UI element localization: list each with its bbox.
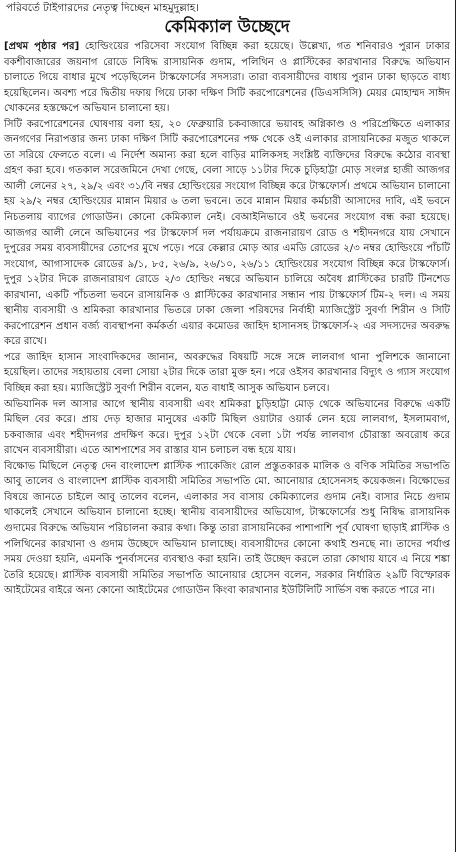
- continued-line: পরিবর্তে টাইগারদের নেতৃত্ব দিচ্ছেন মাহমুদুল্লাহ।: [6, 2, 199, 14]
- article-headline: কেমিক্যাল উচ্ছেদে: [164, 17, 290, 37]
- article-paragraph-3: পরে জাহিদ হাসান সাংবাদিকদের জানান, অবরুদ্ধের বিষয়টি সঙ্গে সঙ্গে লালবাগ থানা পুলিশকে জানানো হয়েছিল। তাদের সহায়তায় বেলা সোয়া ২টার দিকে তারা মুক্ত হন। পরে ওইসব কারখানার বিদ্যুৎ ও গ্যাস সংযোগ বিচ্ছিন্ন করা হয়। ম্যাজিস্ট্রেট সুবর্ণা শিরীন বলেন, যত বাধাই আসুক অভিযান চলবে।: [4, 351, 450, 395]
- column-rule: [455, 0, 456, 852]
- article-paragraph-2: সিটি করপোরেশনের ঘোষণায় বলা হয়, ২০ ফেব্রুয়ারি চকবাজারে ভয়াবহ অগ্নিকাণ্ড ও পরিপ্রেক্ষিতে এলাকার জনগণের নিরাপত্তার জন্য ঢাকা দক্ষিণ সিটি করপোরেশনের পক্ষ থেকে ওই এলাকার রাসায়নিকের মজুত থাকলে তা সরিয়ে ফেলতে বলে। এ নির্দেশ অমান্য করা হলে বাড়ির মালিকসহ সংশ্লিষ্ট ব্যক্তিদের বিরুদ্ধে কঠোর ব্যবস্থা গ্রহণ করা হবে। গতকাল সরেজমিনে দেখা গেছে, বেলা সাড়ে ১১টার দিকে চুড়িহাট্টা মোড় সংলগ্ন হাজী আজগর আলী লেনের ২৭, ২৯/২ এবং ৩১/বি নম্বর হোল্ডিংয়ের সংযোগ বিচ্ছিন্ন করে টাস্কফোর্স। প্রথমে অভিযান চালানো হয় ২৯/২ নম্বর হোল্ডিংয়ের মান্নান মিয়ার ৬ তলা ভবনে। তবে মান্নান মিয়ার কর্মচারী আসাদের দাবি, এই ভবনে নিচতলায় ব্যাগের গোডাউন। কোনো কেমিক্যাল নেই। বেআইনিভাবে ওই ভবনের সংযোগ বন্ধ করা হয়েছে। আজগর আলী লেনে অভিযানের পর টাস্কফোর্স দল পর্যায়ক্রমে রাজনারায়ণ রোড ও শহীদনগরে যায় সেখানে দুপুরের সময় ব্যবসায়ীদের তোপের মুখে পড়ে। পরে কেল্লার মোড় আর এমডি রোডের ২/৩ নম্বর হোল্ডিংয়ে পাঁচটি সংযোগ, আগাসাদেক রোডের ৯/১, ৮৫, ২৬/৯, ২৬/১০, ২৬/১১ হোল্ডিংয়ের সংযোগ বিচ্ছিন্ন করে টাস্কফোর্স। দুপুর ১২টার দিকে রাজনারায়ণ রোডে ২/৩ হোল্ডিং নম্বরে অভিযান চালিয়ে অবৈধ প্লাস্টিকের চারটি টিনশেড কারখানা, একটি পাঁচতলা ভবনে রাসায়নিক ও প্লাস্টিকের কারখানার সন্ধান পায় টাস্কফোর্স টিম-২ দল। এ সময় স্থানীয় ব্যবসায়ী ও শ্রমিকরা কারখানার ভিতরে ঢাকা জেলা পরিষদের নির্বাহী ম্যাজিস্ট্রেট সুবর্ণা শিরীন ও সিটি করপোরেশন প্রধান বর্জ্য ব্যবস্থাপনা কর্মকর্তা এয়ার কমোডর জাহিদ হাসানসহ টাস্কফোর্স-২ এর সদস্যদের অবরুদ্ধ করে রাখে।: [4, 118, 450, 348]
- article-paragraph-4: অভিযানিক দল আসার আগে স্থানীয় ব্যবসায়ী এবং শ্রমিকরা চুড়িহাট্টা মোড় থেকে অভিযানের বিরুদ্ধে একটি মিছিল বের করে। প্রায় দেড় হাজার মানুষের একটি মিছিল ওয়াটার ওয়ার্ক লেন হয়ে লালবাগ, ইসলামবাগ, চকবাজার এবং শহীদনগর প্রদক্ষিণ করে। দুপুর ১২টা থেকে বেলা ১টা পর্যন্ত লালবাগ চৌরাস্তা অবরোধ করে রাখেন ব্যবসায়ীরা। এতে আশপাশের সব রাস্তার যান চলাচল বন্ধ হয়ে যায়।: [4, 398, 450, 457]
- paragraph-text: হোল্ডিংয়ের পরিসেবা সংযোগ বিচ্ছিন্ন করা হয়েছে। উল্লেখ্য, গত শনিবারও পুরান ঢাকার বকশীবাজারের জয়নাগ রোডে নিষিদ্ধ রাসায়নিক গুদাম, পলিথিন ও প্লাস্টিকের কারখানার বিরুদ্ধে অভিযান চালাতে গিয়ে বাধার মুখে পড়েছিলেন টাস্কফোর্সের সদস্যরা। তারা ব্যবসায়ীদের বাধায় পুরান ঢাকা ছাড়তে বাধ্য হয়েছিলেন। অবশ্য পরে দ্বিতীয় দফায় গিয়ে ঢাকা দক্ষিণ সিটি করপোরেশনের (ডিএসসিসি) মেয়র মোহাম্মদ সাঈদ খোকনের হস্তক্ষেপে অভিযান চালানো হয়।: [4, 41, 450, 115]
- continuation-marker: [প্রথম পৃষ্ঠার পর]: [4, 41, 80, 52]
- article-paragraph-5: বিক্ষোভ মিছিলে নেতৃত্ব দেন বাংলাদেশ প্লাস্টিক প্যাকেজিং রোল প্রস্তুতকারক মালিক ও বণিক সমিতির সভাপতি আবু তালেব ও বাংলাদেশ প্লাস্টিক ব্যবসায়ী সমিতির সভাপতি মো. আনোয়ার হোসেনসহ কয়েকজন। বিক্ষোভের বিষয়ে জানতে চাইলে আবু তালেব বলেন, এলাকার সব বাসায় কেমিক্যালের গুদাম নেই। বাসার নিচে গুদাম থাকলেই সেখানে অভিযান চালানো হচ্ছে। স্থানীয় ব্যবসায়ীদের অভিযোগ, টাস্কফোর্সের শুধু নিষিদ্ধ রাসায়নিক গুদামের বিরুদ্ধে অভিযান পরিচালনা করার কথা। কিন্তু তারা রাসায়নিকের পাশাপাশি পূর্ব ঘোষণা ছাড়াই প্লাস্টিক ও পলিথিনের কারখানা ও গুদাম উচ্ছেদে অভিযান চালাচ্ছে। ব্যবসায়ীদের কোনো কথাই শুনছে না। তাদের পর্যাপ্ত সময় দেওয়া হয়নি, এমনকি পুনর্বাসনের ব্যবস্থাও করা হয়নি। তাই উচ্ছেদ করলে তারা কোথায় যাবে এ নিয়ে শঙ্কা তৈরি হয়েছে। প্লাস্টিক ব্যবসায়ী সমিতির সভাপতি আনোয়ার হোসেন বলেন, সরকার নির্ধারিত ২৯টি বিস্ফোরক আইটেমের বাইরে অন্য কোনো আইটেমের গোডাউন কিংবা কারখানার ইউটিলিটি সার্ভিস বন্ধ করতে পারে না।: [4, 460, 450, 597]
- article-paragraph-1: [4, 39, 450, 117]
